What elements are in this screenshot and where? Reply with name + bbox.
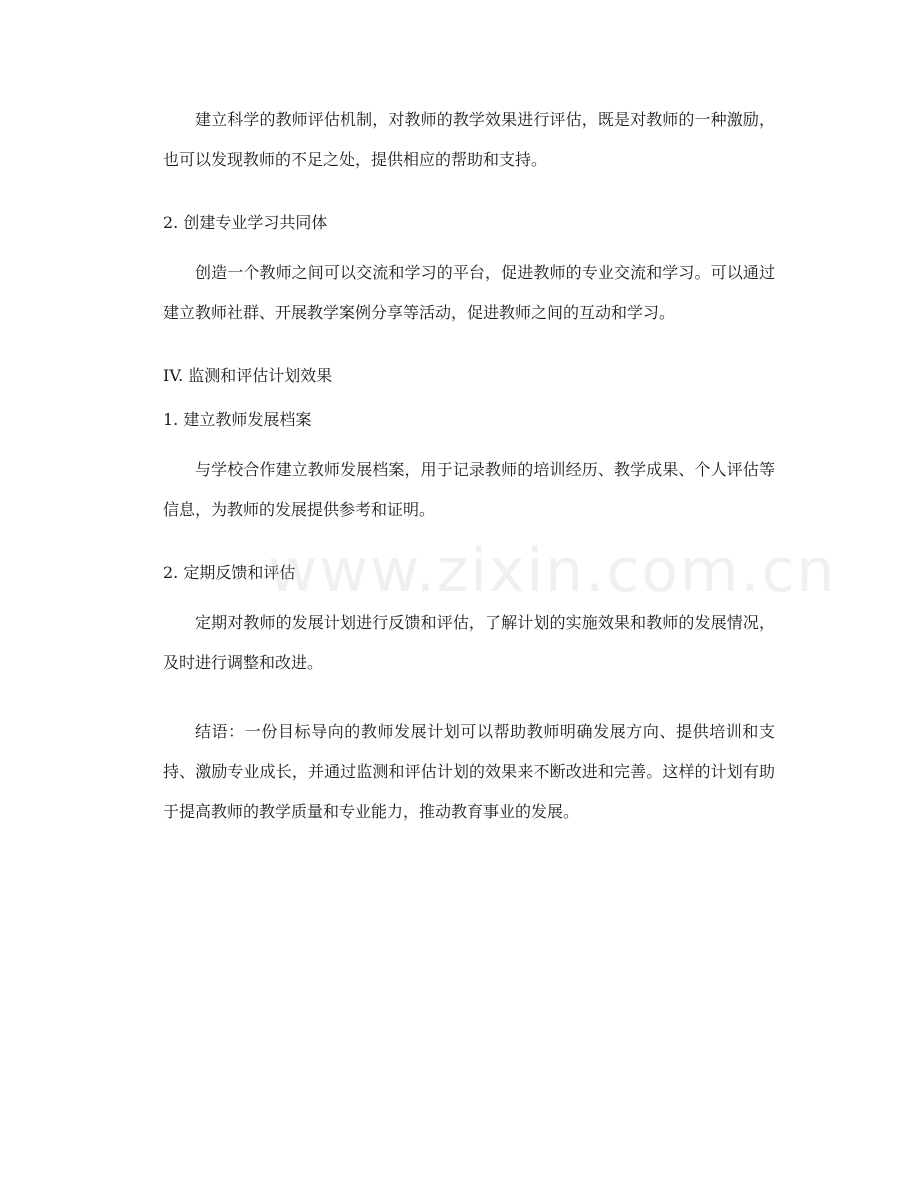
- document-body: [163, 100, 775, 861]
- heading-development-archive: 1. 建立教师发展档案: [163, 410, 312, 429]
- paragraph-conclusion: 结语：一份目标导向的教师发展计划可以帮助教师明确发展方向、提供培训和支持、激励专业成长，并通过监测和评估计划的效果来不断改进和完善。这样的计划有助于提高教师的教学质量和专业能力，推动教育事业的发展。: [163, 722, 775, 821]
- paragraph-development-archive: 与学校合作建立教师发展档案，用于记录教师的培训经历、教学成果、个人评估等信息，为教师的发展提供参考和证明。: [163, 460, 775, 519]
- heading-regular-feedback: 2. 定期反馈和评估: [163, 563, 296, 582]
- watermark-text: www.zixin.com.cn: [268, 536, 837, 606]
- heading-learning-community: 2. 创建专业学习共同体: [163, 213, 328, 232]
- paragraph-evaluation-mechanism: 建立科学的教师评估机制，对教师的教学效果进行评估，既是对教师的一种激励，也可以发现教师的不足之处，提供相应的帮助和支持。: [163, 110, 775, 169]
- heading-monitor-evaluate: IV. 监测和评估计划效果: [163, 366, 333, 385]
- paragraph-regular-feedback: 定期对教师的发展计划进行反馈和评估，了解计划的实施效果和教师的发展情况，及时进行调整和改进。: [163, 613, 775, 672]
- paragraph-learning-platform: 创造一个教师之间可以交流和学习的平台，促进教师的专业交流和学习。可以通过建立教师社群、开展教学案例分享等活动，促进教师之间的互动和学习。: [163, 263, 775, 322]
